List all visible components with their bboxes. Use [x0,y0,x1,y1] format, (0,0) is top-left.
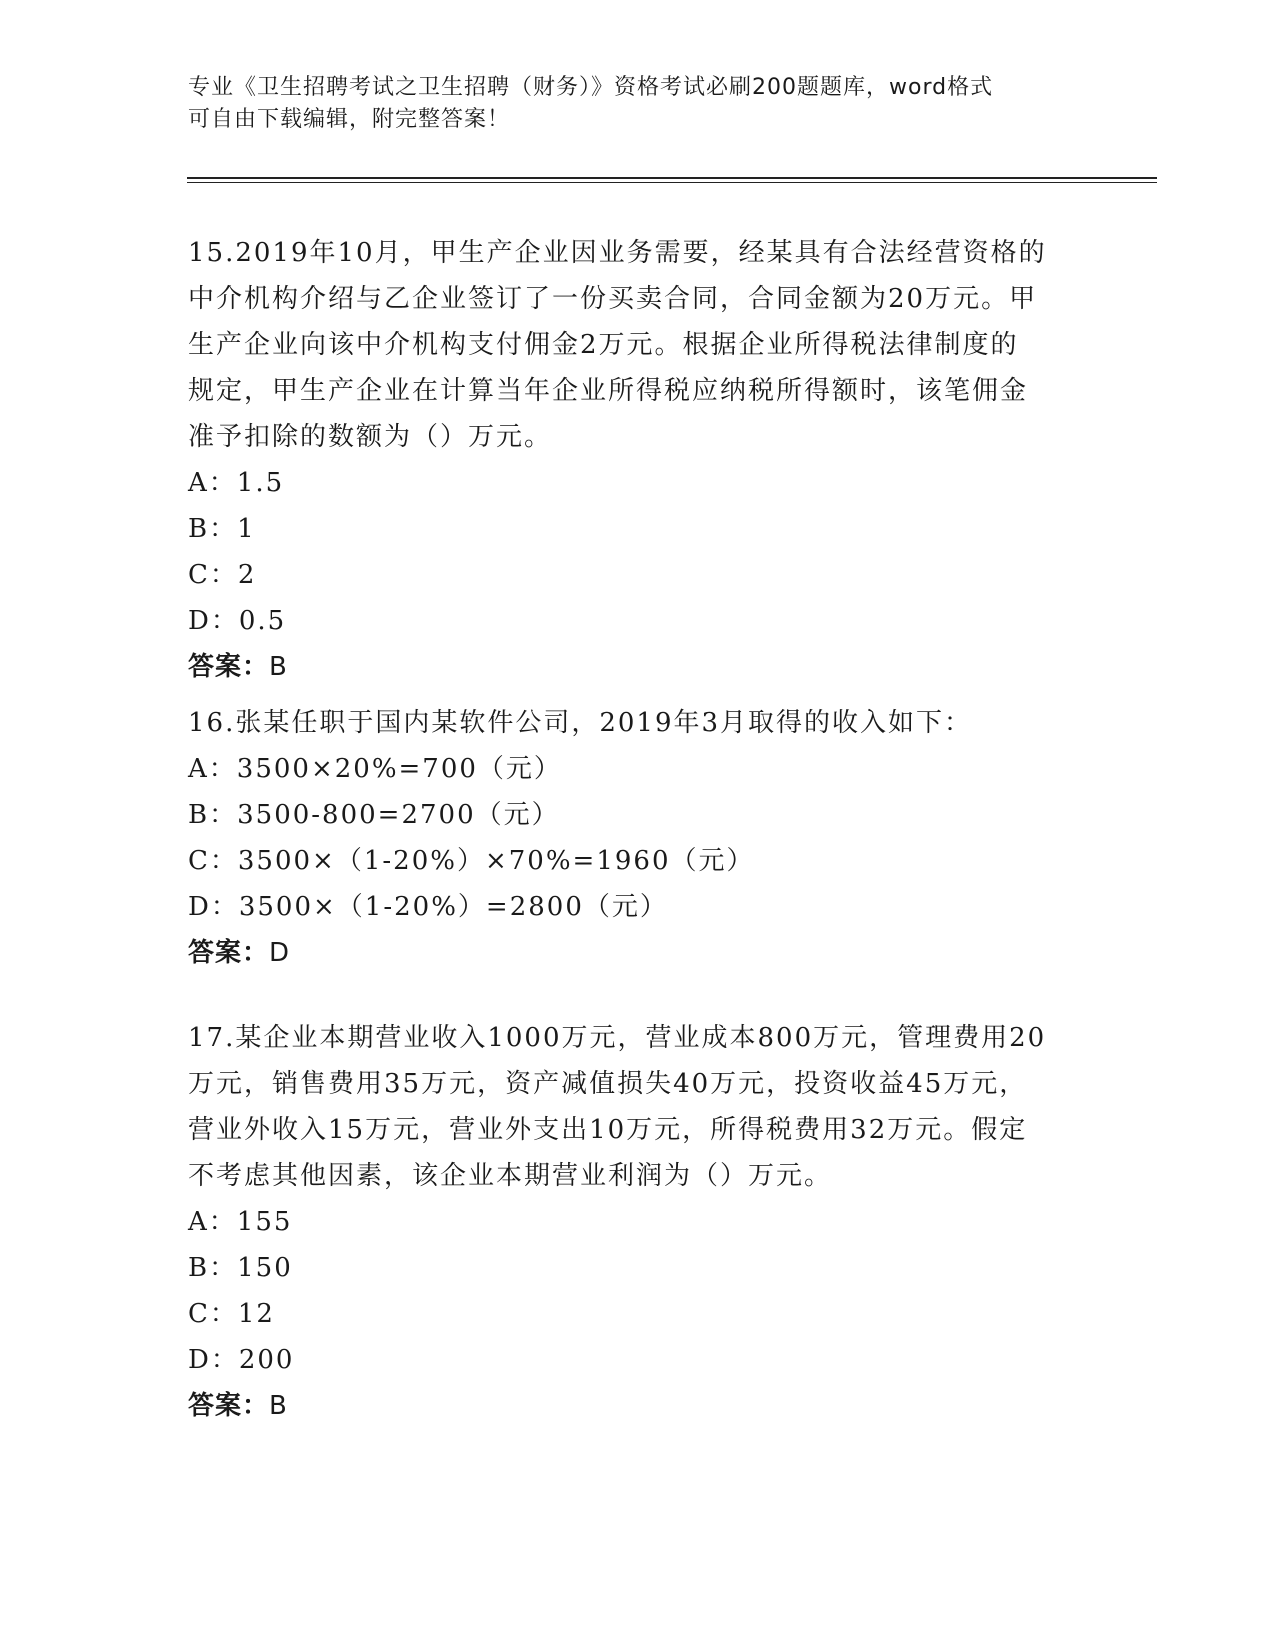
answer [188,1383,1088,1429]
question-stem-line: 生产企业向该中介机构支付佣金2万元。根据企业所得税法律制度的 [188,330,1019,360]
header-divider-thin [187,182,1157,183]
option-b: B：3500-800=2700（元） [188,800,560,830]
question-stem-line: 营业外收入15万元，营业外支出10万元，所得税费用32万元。假定 [188,1115,1028,1145]
option-d: D：3500×（1-20%）=2800（元） [188,892,668,922]
option-b: B：150 [188,1253,293,1283]
option-b: B：1 [188,514,256,544]
question-stem-line: 规定，甲生产企业在计算当年企业所得税应纳税所得额时，该笔佣金 [188,376,1029,406]
answer [188,644,1088,690]
question-stem-line: 16.张某任职于国内某软件公司，2019年3月取得的收入如下： [188,708,973,738]
option-a: A：155 [188,1207,293,1237]
question-16 [188,700,1088,976]
header-divider-thick [187,177,1157,179]
document-header [188,72,1068,136]
answer [188,930,1088,976]
question-stem-line: 17.某企业本期营业收入1000万元，营业成本800万元，管理费用20 [188,1023,1047,1053]
option-a: A：3500×20%=700（元） [188,754,562,784]
question-17 [188,1015,1088,1429]
question-stem-line: 中介机构介绍与乙企业签订了一份买卖合同，合同金额为20万元。甲 [188,284,1038,314]
question-stem-line: 万元，销售费用35万元，资产减值损失40万元，投资收益45万元， [188,1069,1028,1099]
option-c: C：12 [188,1299,275,1329]
question-stem-line: 15.2019年10月，甲生产企业因业务需要，经某具有合法经营资格的 [188,238,1047,268]
header-line-1: 专业《卫生招聘考试之卫生招聘（财务）》资格考试必刷200题题库，word格式 [188,75,994,100]
question-15 [188,230,1088,690]
option-c: C：2 [188,560,257,590]
answer-label: 答案： [188,652,270,682]
answer-value: B [269,652,288,682]
option-d: D：0.5 [188,606,287,636]
answer-label: 答案： [188,1391,270,1421]
question-stem-line: 不考虑其他因素，该企业本期营业利润为（）万元。 [188,1161,833,1191]
answer-value: D [269,938,291,968]
option-d: D：200 [188,1345,295,1375]
header-line-2: 可自由下载编辑，附完整答案！ [188,107,511,132]
option-c: C：3500×（1-20%）×70%=1960（元） [188,846,755,876]
option-a: A：1.5 [188,468,285,498]
question-stem-line: 准予扣除的数额为（）万元。 [188,422,553,452]
answer-value: B [269,1391,288,1421]
answer-label: 答案： [188,938,270,968]
